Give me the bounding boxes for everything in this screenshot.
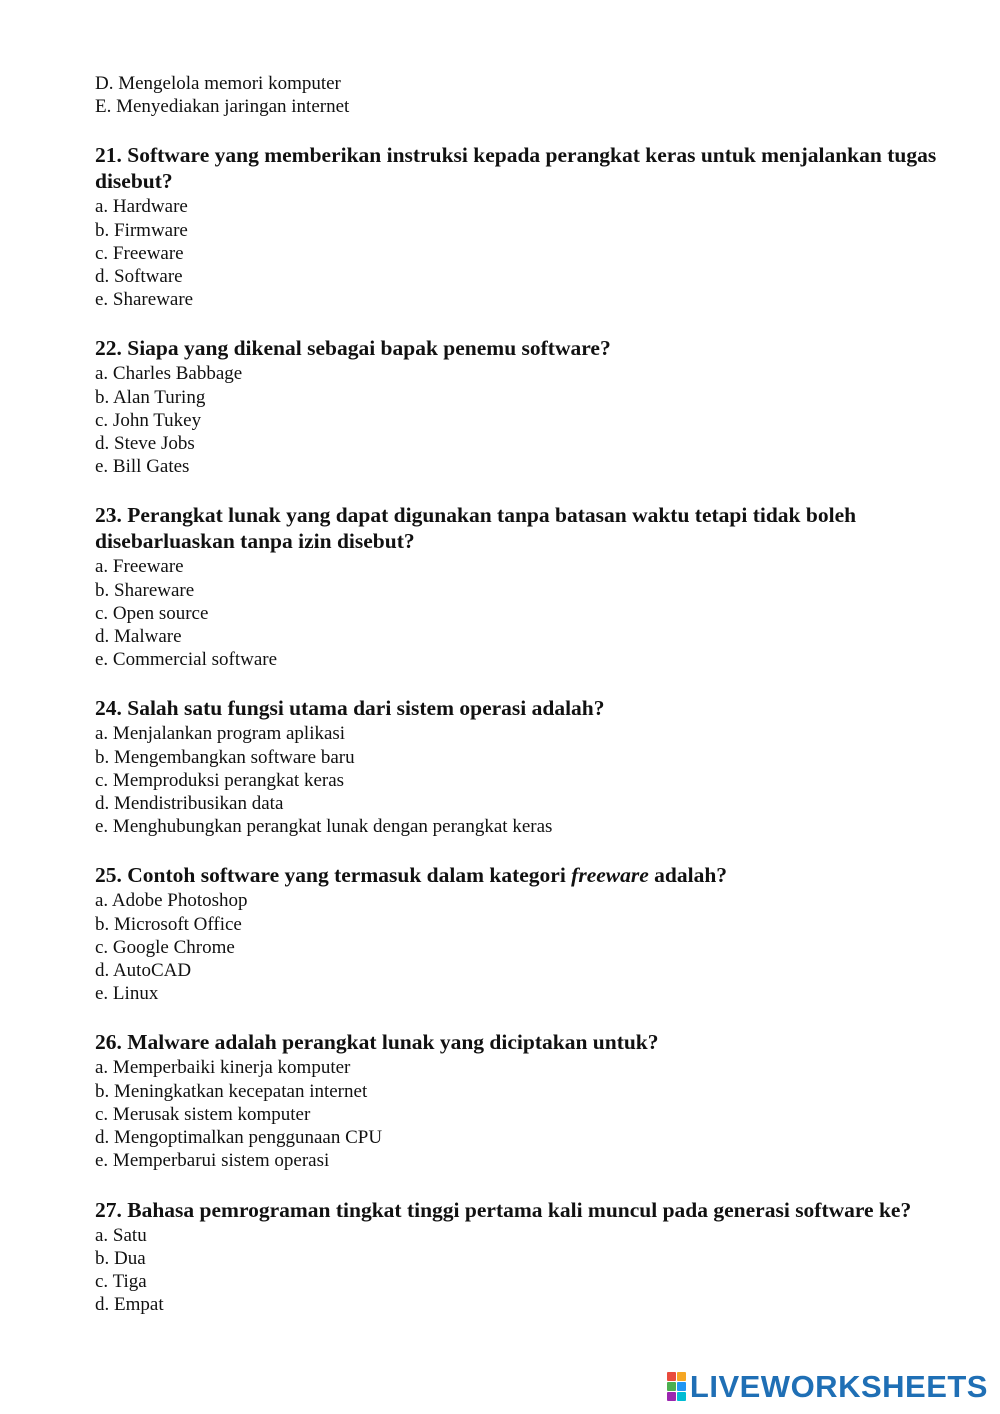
worksheet-page <box>95 72 945 1316</box>
option[interactable]: d. AutoCAD <box>95 960 192 982</box>
logo-tile <box>677 1372 686 1381</box>
option[interactable]: d. Mengoptimalkan penggunaan CPU <box>95 1127 383 1149</box>
option[interactable]: e. Commercial software <box>95 649 278 671</box>
liveworksheets-brand <box>667 1371 988 1402</box>
option[interactable]: D. Mengelola memori komputer <box>95 73 341 94</box>
option[interactable]: e. Memperbarui sistem operasi <box>95 1150 330 1172</box>
question-heading <box>95 142 945 194</box>
logo-tile <box>677 1392 686 1401</box>
option[interactable]: e. Shareware <box>95 289 194 311</box>
question-heading <box>95 695 945 721</box>
option[interactable]: a. Memperbaiki kinerja komputer <box>95 1057 351 1079</box>
option[interactable]: b. Firmware <box>95 219 188 241</box>
option[interactable]: c. Open source <box>95 602 209 624</box>
question-number: 24. <box>95 696 122 721</box>
question-21 <box>95 142 945 311</box>
question-heading <box>95 1197 945 1223</box>
question-number: 22. <box>95 336 122 361</box>
question-heading <box>95 862 945 888</box>
option[interactable]: e. Menghubungkan perangkat lunak dengan perangkat keras <box>95 816 553 838</box>
question-text: Software yang memberikan instruksi kepada perangkat keras untuk menjalankan tugas disebut? <box>95 143 937 194</box>
option[interactable]: E. Menyediakan jaringan internet <box>95 96 350 118</box>
question-number: 26. <box>95 1030 122 1055</box>
question-text: Malware adalah perangkat lunak yang diciptakan untuk? <box>127 1030 659 1055</box>
option[interactable]: d. Software <box>95 266 183 288</box>
liveworksheets-logo-icon <box>667 1372 686 1401</box>
option[interactable]: c. Memproduksi perangkat keras <box>95 769 345 791</box>
option[interactable]: c. Freeware <box>95 242 184 264</box>
question-heading <box>95 502 945 554</box>
leading-options <box>95 72 945 118</box>
question-26 <box>95 1029 945 1172</box>
logo-tile <box>667 1392 676 1401</box>
question-number: 27. <box>95 1197 122 1222</box>
question-number: 23. <box>95 503 122 528</box>
option[interactable]: a. Freeware <box>95 556 184 578</box>
option[interactable]: b. Dua <box>95 1247 146 1269</box>
question-heading <box>95 335 945 361</box>
option[interactable]: c. Merusak sistem komputer <box>95 1103 311 1125</box>
logo-tile <box>667 1382 676 1391</box>
question-27 <box>95 1197 945 1317</box>
question-heading <box>95 1029 945 1055</box>
question-23 <box>95 502 945 671</box>
question-text: Contoh software yang termasuk dalam kategori <box>127 863 572 888</box>
option[interactable]: c. Google Chrome <box>95 936 235 958</box>
question-number: 25. <box>95 863 122 888</box>
question-24 <box>95 695 945 838</box>
brand-wordmark: LIVEWORKSHEETS <box>689 1369 988 1404</box>
question-text: Bahasa pemrograman tingkat tinggi pertama kali muncul pada generasi software ke? <box>127 1197 912 1222</box>
option[interactable]: d. Mendistribusikan data <box>95 793 284 815</box>
question-22 <box>95 335 945 478</box>
logo-tile <box>677 1382 686 1391</box>
question-25 <box>95 862 945 1005</box>
question-text-italic: freeware <box>571 863 649 888</box>
option[interactable]: b. Alan Turing <box>95 386 206 408</box>
option[interactable]: c. John Tukey <box>95 409 202 431</box>
option[interactable]: b. Microsoft Office <box>95 913 242 935</box>
question-number: 21. <box>95 143 122 168</box>
option[interactable]: d. Malware <box>95 626 182 648</box>
question-text: Siapa yang dikenal sebagai bapak penemu software? <box>127 336 611 361</box>
question-text: Salah satu fungsi utama dari sistem operasi adalah? <box>127 696 605 721</box>
option[interactable]: a. Charles Babbage <box>95 363 243 385</box>
option[interactable]: c. Tiga <box>95 1270 147 1292</box>
question-text-end: adalah? <box>648 863 728 888</box>
option[interactable]: e. Linux <box>95 983 159 1005</box>
option[interactable]: b. Shareware <box>95 579 195 601</box>
logo-tile <box>667 1372 676 1381</box>
option[interactable]: a. Hardware <box>95 196 188 218</box>
option[interactable]: d. Steve Jobs <box>95 433 195 455</box>
option[interactable]: a. Satu <box>95 1224 147 1246</box>
option[interactable]: e. Bill Gates <box>95 456 190 478</box>
question-text: Perangkat lunak yang dapat digunakan tanpa batasan waktu tetapi tidak boleh disebarluaskan tanpa izin disebut? <box>95 503 857 554</box>
option[interactable]: a. Adobe Photoshop <box>95 890 248 912</box>
option[interactable]: a. Menjalankan program aplikasi <box>95 723 346 745</box>
option[interactable]: d. Empat <box>95 1294 164 1316</box>
option[interactable]: b. Meningkatkan kecepatan internet <box>95 1080 368 1102</box>
option[interactable]: b. Mengembangkan software baru <box>95 746 355 768</box>
